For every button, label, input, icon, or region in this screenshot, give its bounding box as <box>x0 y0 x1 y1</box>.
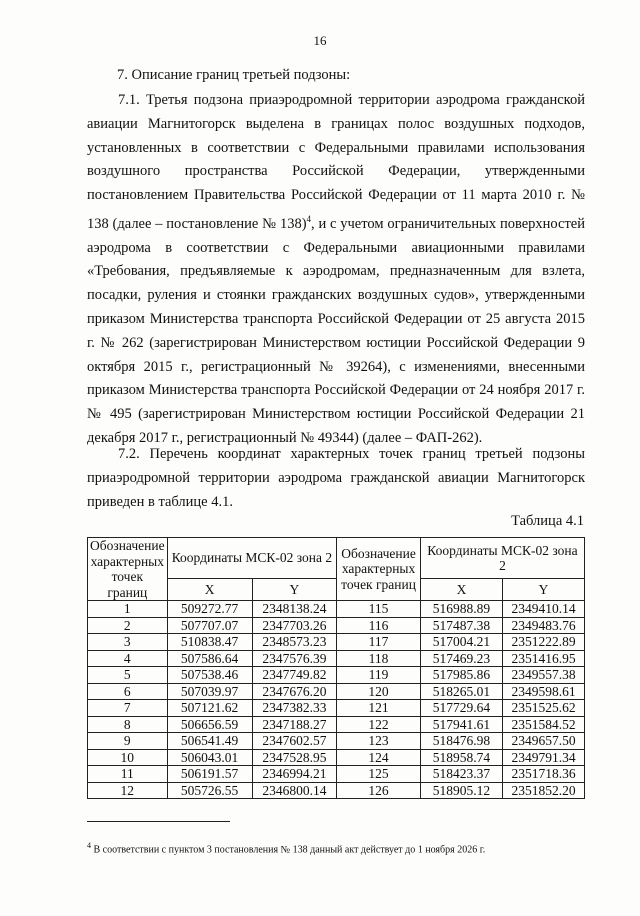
point-id-cell: 7 <box>88 700 168 717</box>
x-coordinate-cell: 507039.97 <box>167 683 252 700</box>
y-coordinate-cell: 2349598.61 <box>503 683 585 700</box>
paragraph-7-1 <box>87 89 585 451</box>
y-coordinate-cell: 2349557.38 <box>503 667 585 684</box>
y-coordinate-cell: 2348573.23 <box>252 634 337 651</box>
point-id-cell: 124 <box>337 749 421 766</box>
y-coordinate-cell: 2348138.24 <box>252 601 337 618</box>
footnote-reference[interactable]: 4 <box>306 213 312 224</box>
x-coordinate-cell: 517729.64 <box>420 700 502 717</box>
point-id-cell: 122 <box>337 716 421 733</box>
point-id-cell: 118 <box>337 650 421 667</box>
y-coordinate-cell: 2347703.26 <box>252 617 337 634</box>
y-coordinate-cell: 2347576.39 <box>252 650 337 667</box>
y-coordinate-cell: 2346994.21 <box>252 766 337 783</box>
y-coordinate-cell: 2347676.20 <box>252 683 337 700</box>
table-row <box>88 634 585 651</box>
footnote-mark: 4 <box>87 841 91 850</box>
footnote <box>87 841 485 855</box>
table-caption: Таблица 4.1 <box>511 513 584 529</box>
y-coordinate-cell: 2351525.62 <box>503 700 585 717</box>
x-coordinate-cell: 506043.01 <box>167 749 252 766</box>
y-coordinate-cell: 2351718.36 <box>503 766 585 783</box>
y-coordinate-cell: 2347382.33 <box>252 700 337 717</box>
coordinates-table <box>87 537 585 799</box>
y-coordinate-cell: 2347749.82 <box>252 667 337 684</box>
table-row <box>88 700 585 717</box>
point-id-cell: 115 <box>337 601 421 618</box>
point-id-cell: 10 <box>88 749 168 766</box>
header-y-right: Y <box>503 579 585 601</box>
table-row <box>88 667 585 684</box>
x-coordinate-cell: 518265.01 <box>420 683 502 700</box>
x-coordinate-cell: 506541.49 <box>167 733 252 750</box>
point-id-cell: 119 <box>337 667 421 684</box>
footnote-text: В соответствии с пунктом 3 постановления № 138 данный акт действует до 1 ноября 2026 г. <box>91 844 486 856</box>
header-y-left: Y <box>252 579 337 601</box>
point-id-cell: 125 <box>337 766 421 783</box>
point-id-cell: 3 <box>88 634 168 651</box>
footnote-divider <box>87 821 230 822</box>
header-point-right: Обозначение характерных точек границ <box>337 538 421 601</box>
x-coordinate-cell: 506656.59 <box>167 716 252 733</box>
y-coordinate-cell: 2351416.95 <box>503 650 585 667</box>
paragraph-7-1-text-start: 7.1. Третья подзона приаэродромной территории аэродрома гражданской авиации Магнитогорск выделена в границах полос воздушных подходов, установленных в соответствии с Федеральными правилами использования воздушного пространства Российской Федерации, утвержденными постановлением Правительства Российской Федерации от 11 марта 2010 г. № 138 (далее – постановление № 138) <box>87 92 585 232</box>
point-id-cell: 117 <box>337 634 421 651</box>
point-id-cell: 5 <box>88 667 168 684</box>
header-x-left: X <box>167 579 252 601</box>
header-coords-left: Координаты МСК-02 зона 2 <box>167 538 337 579</box>
point-id-cell: 1 <box>88 601 168 618</box>
y-coordinate-cell: 2351852.20 <box>503 782 585 799</box>
point-id-cell: 123 <box>337 733 421 750</box>
x-coordinate-cell: 507121.62 <box>167 700 252 717</box>
header-point-left: Обозначение характерных точек границ <box>88 538 168 601</box>
y-coordinate-cell: 2347528.95 <box>252 749 337 766</box>
point-id-cell: 2 <box>88 617 168 634</box>
y-coordinate-cell: 2349483.76 <box>503 617 585 634</box>
table-row <box>88 683 585 700</box>
table-row <box>88 601 585 618</box>
x-coordinate-cell: 517985.86 <box>420 667 502 684</box>
x-coordinate-cell: 518958.74 <box>420 749 502 766</box>
x-coordinate-cell: 517004.21 <box>420 634 502 651</box>
x-coordinate-cell: 510838.47 <box>167 634 252 651</box>
y-coordinate-cell: 2351584.52 <box>503 716 585 733</box>
y-coordinate-cell: 2349410.14 <box>503 601 585 618</box>
y-coordinate-cell: 2346800.14 <box>252 782 337 799</box>
x-coordinate-cell: 516988.89 <box>420 601 502 618</box>
x-coordinate-cell: 518423.37 <box>420 766 502 783</box>
table-row <box>88 766 585 783</box>
table-row <box>88 733 585 750</box>
x-coordinate-cell: 507586.64 <box>167 650 252 667</box>
table-row <box>88 650 585 667</box>
header-coords-right: Координаты МСК-02 зона 2 <box>420 538 584 579</box>
x-coordinate-cell: 507707.07 <box>167 617 252 634</box>
table-row <box>88 617 585 634</box>
y-coordinate-cell: 2351222.89 <box>503 634 585 651</box>
point-id-cell: 8 <box>88 716 168 733</box>
table-row <box>88 782 585 799</box>
point-id-cell: 6 <box>88 683 168 700</box>
point-id-cell: 12 <box>88 782 168 799</box>
x-coordinate-cell: 517941.61 <box>420 716 502 733</box>
point-id-cell: 126 <box>337 782 421 799</box>
x-coordinate-cell: 517469.23 <box>420 650 502 667</box>
point-id-cell: 121 <box>337 700 421 717</box>
x-coordinate-cell: 518905.12 <box>420 782 502 799</box>
paragraph-7-2: 7.2. Перечень координат характерных точек границ третьей подзоны приаэродромной территории аэродрома гражданской авиации Магнитогорск приведен в таблице 4.1. <box>87 446 585 510</box>
x-coordinate-cell: 517487.38 <box>420 617 502 634</box>
y-coordinate-cell: 2349657.50 <box>503 733 585 750</box>
y-coordinate-cell: 2347188.27 <box>252 716 337 733</box>
point-id-cell: 4 <box>88 650 168 667</box>
point-id-cell: 116 <box>337 617 421 634</box>
y-coordinate-cell: 2349791.34 <box>503 749 585 766</box>
x-coordinate-cell: 507538.46 <box>167 667 252 684</box>
section-heading: 7. Описание границ третьей подзоны: <box>117 67 351 83</box>
table-row <box>88 716 585 733</box>
x-coordinate-cell: 505726.55 <box>167 782 252 799</box>
table-row <box>88 749 585 766</box>
x-coordinate-cell: 518476.98 <box>420 733 502 750</box>
point-id-cell: 120 <box>337 683 421 700</box>
paragraph-7-1-text-end: , и с учетом ограничительных поверхностей аэродрома в соответствии с Федеральными авиационными правилами «Требования, предъявляемые к аэродромам, предназначенным для взлета, посадки, руления и стоянки гражданских воздушных судов», утвержденными приказом Министерства транспорта Российской Федерации от 25 августа 2015 г. № 262 (зарегистрирован Министерством юстиции Российской Федерации 9 октября 2015 г., регистрационный № 39264), с изменениями, внесенными приказом Министерства транспорта Российской Федерации от 24 ноября 2017 г. № 495 (зарегистрирован Министерством юстиции Российской Федерации 21 декабря 2017 г., регистрационный № 49344) (далее – ФАП-262). <box>87 215 586 446</box>
page-number: 16 <box>313 33 327 48</box>
x-coordinate-cell: 506191.57 <box>167 766 252 783</box>
point-id-cell: 9 <box>88 733 168 750</box>
point-id-cell: 11 <box>88 766 168 783</box>
x-coordinate-cell: 509272.77 <box>167 601 252 618</box>
y-coordinate-cell: 2347602.57 <box>252 733 337 750</box>
header-x-right: X <box>420 579 502 601</box>
